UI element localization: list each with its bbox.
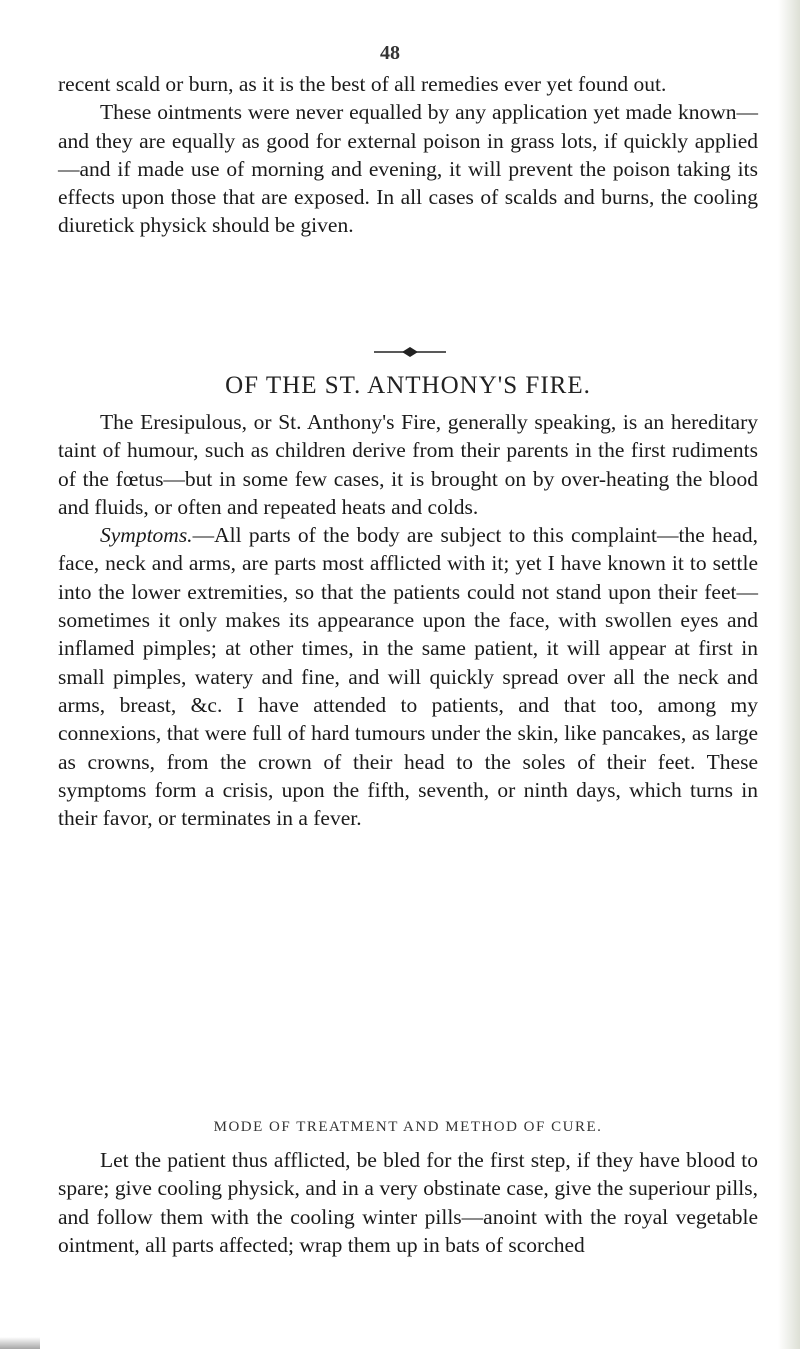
- section-title: OF THE ST. ANTHONY'S FIRE.: [225, 372, 591, 399]
- paragraph-symptoms: [58, 521, 758, 832]
- opening-text: [58, 70, 758, 240]
- page-number: 48: [380, 42, 400, 64]
- paragraph-eresipulous: The Eresipulous, or St. Anthony's Fire, generally speaking, is an hereditary taint of humour, such as children derive from their parents in the first rudiments of the fœtus—but in some few cases, it is brought on by over-heating the blood and fluids, or often and repeated heats and colds.: [58, 410, 758, 519]
- treatment-body: [58, 1146, 758, 1259]
- section-body: [58, 408, 758, 832]
- symptoms-text: —All parts of the body are subject to this complaint—the head, face, neck and arms, are parts most afflicted with it; yet I have known it to settle into the lower extremities, so that the patients could not stand upon their feet—sometimes it only makes its appearance upon the face, with swollen eyes and inflamed pimples; at other times, in the same patient, it will appear at first in small pimples, watery and fine, and will quickly spread over all the neck and arms, breast, &c. I have attended to patients, and that too, among my connexions, that were full of hard tumours under the skin, like pancakes, as large as crowns, from the crown of their head to the soles of their feet. These symptoms form a crisis, upon the fifth, seventh, or ninth days, which turns in their favor, or terminates in a fever.: [58, 523, 758, 831]
- paragraph-treatment: Let the patient thus afflicted, be bled for the first step, if they have blood to spare; give cooling physick, and in a very obstinate case, give the superiour pills, and follow them with the cooling winter pills—anoint with the royal vegetable ointment, all parts affected; wrap them up in bats of scorched: [58, 1148, 758, 1257]
- section-divider-ornament: [370, 346, 450, 358]
- scan-corner-mark: [0, 1337, 40, 1349]
- page-edge-shadow: [778, 0, 800, 1349]
- paragraph-ointments: These ointments were never equalled by any application yet made known—and they are equally as good for external poison in grass lots, if quickly applied—and if made use of morning and evening, it will prevent the poison taking its effects upon those that are exposed. In all cases of scalds and burns, the cooling diuretick physick should be given.: [58, 100, 758, 238]
- paragraph-continuation: recent scald or burn, as it is the best of all remedies ever yet found out.: [58, 72, 667, 96]
- symptoms-label: Symptoms.: [100, 523, 193, 548]
- treatment-heading: MODE OF TREATMENT AND METHOD OF CURE.: [213, 1119, 603, 1135]
